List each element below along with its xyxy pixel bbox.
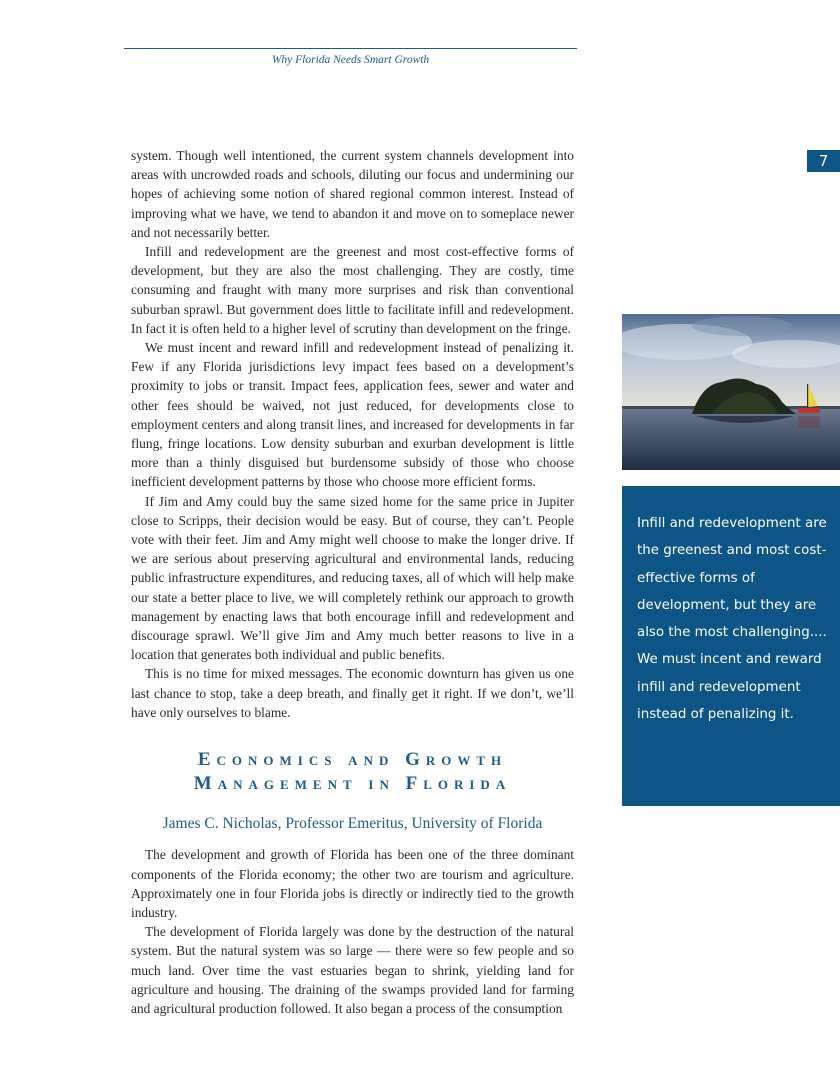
pull-quote: Infill and redevelopment are the greenest and most cost-effective forms of development, but they are also the most challenging.... We must incent and reward infill and redevelopment instead of penalizing it. xyxy=(622,486,840,806)
header-rule xyxy=(124,48,577,49)
section-title xyxy=(131,748,574,796)
body-paragraph: We must incent and reward infill and redevelopment instead of penalizing it. Few if any Florida jurisdictions levy impact fees based on a development’s proximity to jobs or transit. Impact fees, application fees, sewer and water and other fees should be waived, not just reduced, for developments close to employment centers and along transit lines, and increased for developments in far flung, fringe locations. Low density suburban and exurban development is little more than a thinly disguised but burdensome subsidy of those who choose inefficient development patterns by those who choose more efficient forms. xyxy=(131,340,574,490)
body-paragraph: The development and growth of Florida has been one of the three dominant components of the Florida economy; the other two are tourism and agriculture. Approximately one in four Florida jobs is directly or indirectly tied to the growth industry. xyxy=(131,847,574,920)
body-paragraph: If Jim and Amy could buy the same sized home for the same price in Jupiter close to Scripps, their decision would be easy. But of course, they can’t. People vote with their feet. Jim and Amy might well choose to make the longer drive. If we are serious about preserving agricultural and environmental lands, reducing public infrastructure expenditures, and reducing taxes, all of which will help make our state a better place to live, we will completely rethink our approach to growth management by enacting laws that both encourage infill and redevelopment and discourage sprawl. We’ll give Jim and Amy much better reasons to live in a location that generates both individual and public benefits. xyxy=(131,493,574,663)
body-paragraph: system. Though well intentioned, the current system channels development into areas with uncrowded roads and schools, diluting our focus and undermining our hopes of achieving some notion of shared regional common interest. Instead of improving what we have, we tend to abandon it and move on to someplace newer and not necessarily better. xyxy=(131,148,574,240)
section-title-line-2: Management in Florida xyxy=(193,773,512,795)
body-column xyxy=(131,146,574,1018)
page-number: 7 xyxy=(807,150,840,172)
author-byline: James C. Nicholas, Professor Emeritus, University of Florida xyxy=(162,815,543,833)
section-title-line-1: Economics and Growth xyxy=(197,749,508,771)
running-head: Why Florida Needs Smart Growth xyxy=(271,54,430,66)
body-paragraph: Infill and redevelopment are the greenest and most cost-effective forms of development, but they are also the most challenging. They are costly, time consuming and fraught with many more surprises and risk than conventional suburban sprawl. But government does little to facilitate infill and redevelopment. In fact it is often held to a higher level of scrutiny than development on the fringe. xyxy=(131,244,574,336)
mangrove-kayak-photo xyxy=(622,314,840,470)
body-paragraph: This is no time for mixed messages. The economic downturn has given us one last chance to stop, take a deep breath, and finally get it right. If we don’t, we’ll have only ourselves to blame. xyxy=(131,666,574,720)
body-paragraph: The development of Florida largely was done by the destruction of the natural system. But the natural system was so large — there were so few people and so much land. Over time the vast estuaries began to shrink, yielding land for agriculture and housing. The draining of the swamps provided land for farming and agricultural production followed. It also began a process of the consumption xyxy=(131,924,574,1016)
